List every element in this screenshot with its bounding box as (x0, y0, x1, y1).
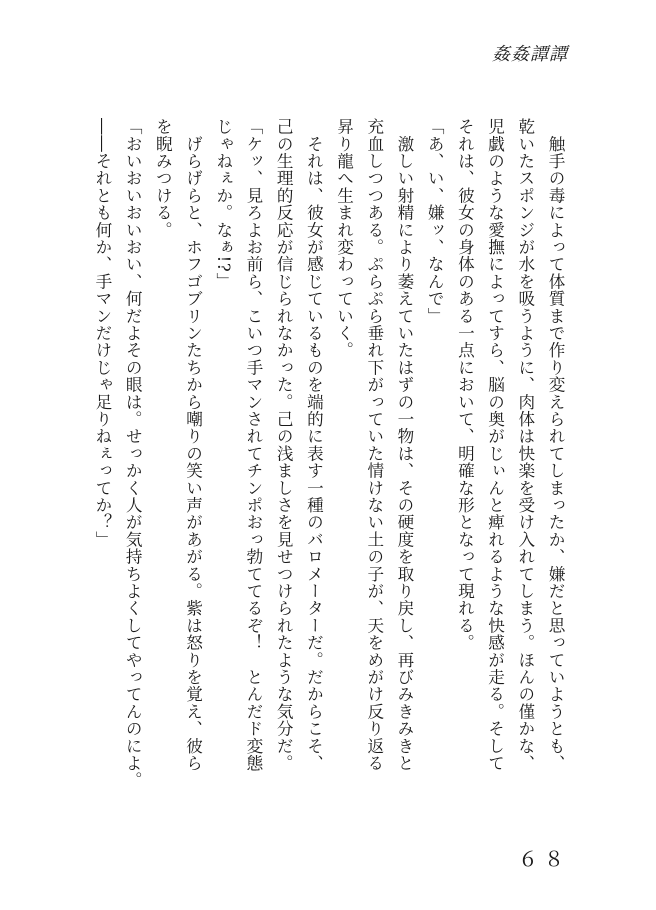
text-line: 「ケッ、見ろよお前ら、こいつ手マンされてチンポおっ勃ててるぞ！ とんだド変態 (243, 118, 263, 772)
text-line: 児戯のような愛撫によってすら、脳の奥がじぃんと痺れるような快感が走る。そして (485, 118, 505, 772)
vertical-text-body (92, 118, 570, 818)
text-line: 触手の毒によって体質まで作り変えられてしまったか、嫌だと思っていようとも、 (546, 118, 565, 772)
text-line: 乾いたスポンジが水を吸うように、肉体は快楽を受け入れてしまう。ほんの僅かな、 (515, 118, 535, 772)
running-header-title: 姦姦譚譚 (492, 44, 568, 65)
text-line: ――それとも何か、手マンだけじゃ足りねぇってか？」 (92, 118, 112, 548)
text-line: じゃねぇか。なぁ!?」 (213, 118, 233, 290)
text-line: 己の生理的反応が信じられなかった。己の浅ましさを見せつけられたような気分だ。 (274, 118, 294, 772)
text-line: 「あ、い、嫌ッ、なんで」 (425, 118, 445, 325)
text-line: 激しい射精により萎えていたはずの一物は、その硬度を取り戻し、再びみきみきと (394, 118, 414, 772)
text-line: 「おいおいおいおい、何だよその眼は。せっかく人が気持ちよくしてやってんのによ。 (123, 118, 143, 789)
page-number: ６８ (518, 847, 570, 871)
text-line: を睨みつける。 (153, 118, 173, 239)
text-line: それは、彼女が感じているものを端的に表す一種のバロメーターだ。だからこそ、 (304, 118, 324, 772)
text-line: それは、彼女の身体のある一点において、明確な形となって現れる。 (455, 118, 475, 652)
text-line: げらげらと、ホフゴブリンたちから嘲りの笑い声があがる。紫は怒りを覚え、彼ら (183, 118, 203, 772)
text-line: 昇り龍へ生まれ変わっていく。 (334, 118, 354, 359)
text-line: 充血しつつある。ぷらぷら垂れ下がっていた情けない土の子が、天をめがけ反り返る (364, 118, 384, 772)
